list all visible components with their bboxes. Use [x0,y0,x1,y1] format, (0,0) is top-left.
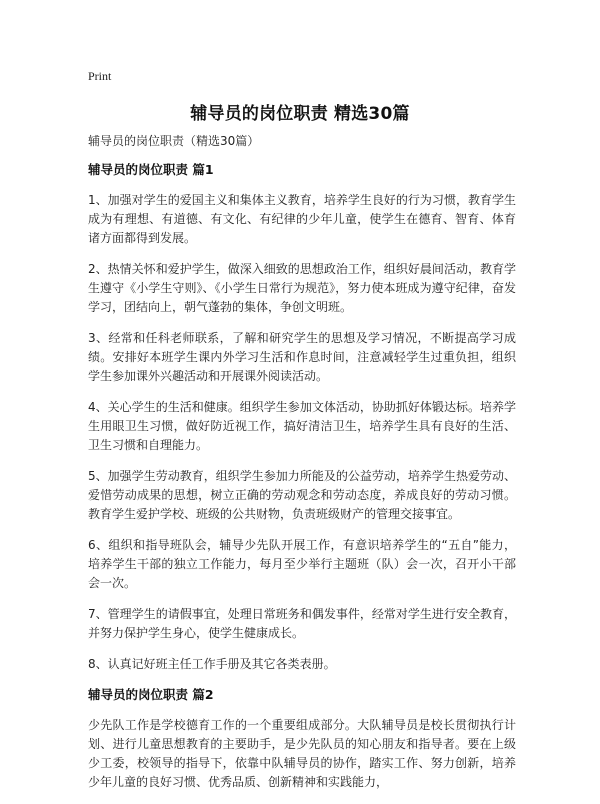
section-2 [88,686,516,792]
section-heading: 辅导员的岗位职责 篇1 [88,162,214,177]
print-link[interactable]: Print [88,69,112,83]
paragraph: 少先队工作是学校德育工作的一个重要组成部分。大队辅导员是校长贯彻执行计划、进行儿童思想教育的主要助手，是少先队员的知心朋友和指导者。要在上级少工委，校领导的指导下，依靠中队辅导员的协作，踏实工作、努力创新，培养少年儿童的良好习惯、优秀品质、创新精神和实践能力， [88,718,516,789]
page-title: 辅导员的岗位职责 精选30篇 [190,104,410,124]
paragraph: 8、认真记好班主任工作手册及其它各类表册。 [88,657,336,671]
paragraph: 2、热情关怀和爱护学生，做深入细致的思想政治工作，组织好晨间活动，教育学生遵守《小学生守则》、《小学生日常行为规范》，努力使本班成为遵守纪律，奋发学习，团结向上，朝气蓬勃的集体，争创文明班。 [88,262,516,314]
document-subtitle: 辅导员的岗位职责（精选30篇） [88,134,260,148]
paragraph: 3、经常和任科老师联系，了解和研究学生的思想及学习情况，不断提高学习成绩。安排好本班学生课内外学习生活和作息时间，注意减轻学生过重负担，组织学生参加课外兴趣活动和开展课外阅读活动。 [88,331,516,383]
paragraph: 4、关心学生的生活和健康。组织学生参加文体活动，协助抓好体锻达标。培养学生用眼卫生习惯，做好防近视工作，搞好清洁卫生，培养学生具有良好的生活、卫生习惯和自理能力。 [88,400,516,452]
paragraph: 1、加强对学生的爱国主义和集体主义教育，培养学生良好的行为习惯，教育学生成为有理想、有道德、有文化、有纪律的少年儿童，使学生在德育、智育、体育诸方面都得到发展。 [88,193,516,245]
document-body [88,161,516,804]
paragraph: 5、加强学生劳动教育，组织学生参加力所能及的公益劳动，培养学生热爱劳动、爱惜劳动成果的思想，树立正确的劳动观念和劳动态度，养成良好的劳动习惯。教育学生爱护学校、班级的公共财物，负责班级财产的管理交接事宜。 [88,469,516,521]
paragraph: 7、管理学生的请假事宜，处理日常班务和偶发事件，经常对学生进行安全教育，并努力保护学生身心，使学生健康成长。 [88,607,516,640]
paragraph: 6、组织和指导班队会，辅导少先队开展工作，有意识培养学生的“五自”能力，培养学生干部的独立工作能力，每月至少举行主题班（队）会一次，召开小干部会一次。 [88,538,516,590]
section-heading: 辅导员的岗位职责 篇2 [88,687,214,702]
section-1 [88,161,516,674]
